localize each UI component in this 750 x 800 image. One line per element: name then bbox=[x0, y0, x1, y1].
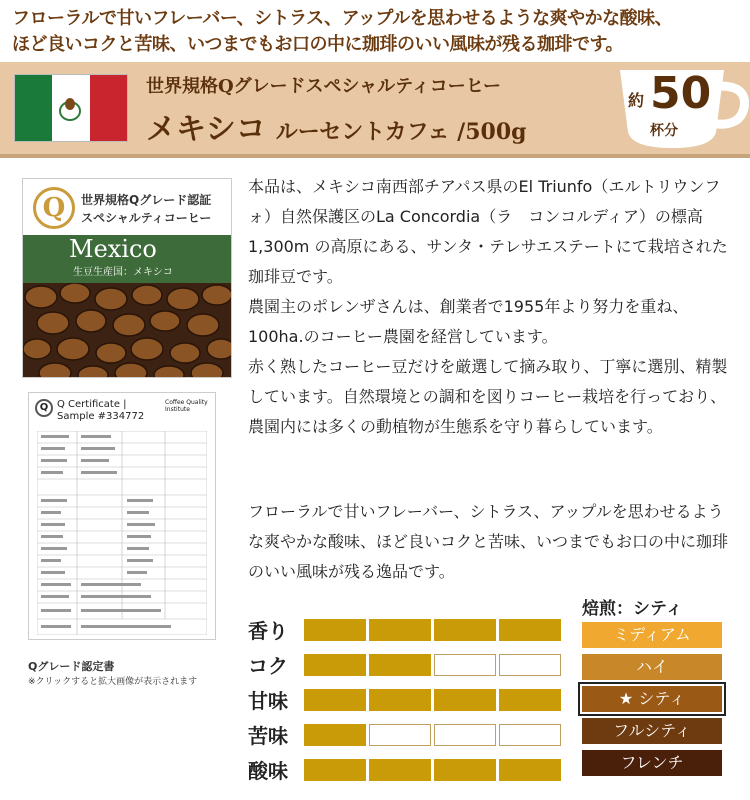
rating-bar-segment bbox=[499, 619, 561, 641]
rating-bars bbox=[304, 759, 561, 781]
description-paragraph-2: 農園主のポレンザさんは、創業者で1955年より努力を重ね、100ha.のコーヒー農園を経営しています。 bbox=[248, 297, 689, 346]
package-country-name: Mexico bbox=[69, 235, 157, 263]
rating-row bbox=[248, 755, 568, 785]
package-label-1: 世界規格Qグレード認証 bbox=[81, 193, 212, 207]
cert-sample-number: Sample #334772 bbox=[57, 411, 145, 422]
rating-bar-segment bbox=[434, 654, 496, 676]
q-certificate-image[interactable] bbox=[28, 392, 216, 640]
rating-label: 苦味 bbox=[248, 724, 288, 748]
package-image bbox=[22, 178, 232, 378]
rating-bar-segment bbox=[304, 759, 366, 781]
rating-bar-segment bbox=[499, 724, 561, 746]
cert-caption: Qグレード認定書 bbox=[28, 660, 115, 673]
cups-suffix: 杯分 bbox=[650, 123, 678, 139]
tagline-line-1: フローラルで甘いフレーバー、シトラス、アップルを思わせるような爽やかな酸味、 bbox=[12, 8, 673, 29]
cert-title: Q Certificate | bbox=[57, 399, 127, 410]
cert-organization: Coffee Quality Institute bbox=[165, 399, 208, 413]
rating-bars bbox=[304, 689, 561, 711]
rating-bar-segment bbox=[434, 724, 496, 746]
rating-row bbox=[248, 720, 568, 750]
rating-bar-segment bbox=[434, 689, 496, 711]
description-paragraph-3: 赤く熟したコーヒー豆だけを厳選して摘み取り、丁寧に選別、精製しています。自然環境との調和を図りコーヒー栽培を行っており、農園内には多くの動植物が生態系を守り暮らしています。 bbox=[248, 357, 728, 436]
cups-prefix: 約 bbox=[628, 91, 645, 110]
flavor-summary bbox=[248, 497, 738, 587]
description-paragraph-4: フローラルで甘いフレーバー、シトラス、アップルを思わせるような爽やかな酸味、ほど良いコクと苦味、いつまでもお口の中に珈琲のいい風味が残る逸品です。 bbox=[248, 502, 729, 581]
roast-level: フレンチ bbox=[582, 750, 722, 776]
rating-bar-segment bbox=[304, 619, 366, 641]
roast-level: ★ シティ bbox=[582, 686, 722, 712]
rating-label: 香り bbox=[248, 619, 288, 643]
roast-level: ハイ bbox=[582, 654, 722, 680]
product-title bbox=[146, 104, 527, 148]
cert-note: ※クリックすると拡大画像が表示されます bbox=[28, 677, 198, 687]
rating-bar-segment bbox=[369, 724, 431, 746]
q-grade-logo: Q bbox=[33, 187, 75, 229]
rating-bar-segment bbox=[369, 654, 431, 676]
roast-title: 焙煎：シティ bbox=[582, 599, 683, 619]
rating-bars bbox=[304, 619, 561, 641]
package-label-2: スペシャルティコーヒー bbox=[81, 211, 212, 225]
rating-bar-segment bbox=[369, 689, 431, 711]
roast-level: フルシティ bbox=[582, 718, 722, 744]
rating-bar-segment bbox=[499, 759, 561, 781]
rating-bars bbox=[304, 724, 561, 746]
product-title-main: メキシコ bbox=[146, 112, 266, 147]
mexico-flag-icon bbox=[14, 74, 128, 142]
rating-bar-segment bbox=[434, 619, 496, 641]
product-title-sub: ルーセントカフェ /500g bbox=[275, 119, 527, 145]
cert-q-logo: Q bbox=[35, 399, 53, 417]
rating-bar-segment bbox=[434, 759, 496, 781]
rating-row bbox=[248, 650, 568, 680]
roast-level: ミディアム bbox=[582, 622, 722, 648]
rating-bars bbox=[304, 654, 561, 676]
tagline-line-2: ほど良いコクと苦味、いつまでもお口の中に珈琲のいい風味が残る珈琲です。 bbox=[12, 34, 624, 55]
rating-bar-segment bbox=[304, 654, 366, 676]
rating-row bbox=[248, 615, 568, 645]
rating-bar-segment bbox=[304, 689, 366, 711]
header-tagline bbox=[0, 0, 750, 62]
rating-label: コク bbox=[248, 654, 288, 678]
rating-row bbox=[248, 685, 568, 715]
cups-number: 50 bbox=[650, 68, 712, 119]
rating-bar-segment bbox=[499, 689, 561, 711]
banner-subtitle: 世界規格Qグレードスペシャルティコーヒー bbox=[146, 76, 501, 97]
package-origin: 生豆生産国：メキシコ bbox=[73, 267, 173, 278]
rating-bar-segment bbox=[304, 724, 366, 746]
rating-bar-segment bbox=[369, 619, 431, 641]
description-paragraph-1: 本品は、メキシコ南西部チアパス県のEl Triunfo（エルトリウンフォ）自然保護区のLa Concordia（ラ コンコルディア）の標高1,300m の高原にある、サンタ・テレサエステートにて栽培された珈琲豆です。 bbox=[248, 177, 728, 286]
cert-table bbox=[37, 431, 207, 635]
product-description bbox=[248, 172, 738, 442]
rating-label: 甘味 bbox=[248, 689, 288, 713]
banner-divider bbox=[0, 154, 750, 158]
rating-label: 酸味 bbox=[248, 759, 288, 783]
coffee-beans-image bbox=[23, 283, 232, 378]
rating-bar-segment bbox=[499, 654, 561, 676]
rating-bar-segment bbox=[369, 759, 431, 781]
